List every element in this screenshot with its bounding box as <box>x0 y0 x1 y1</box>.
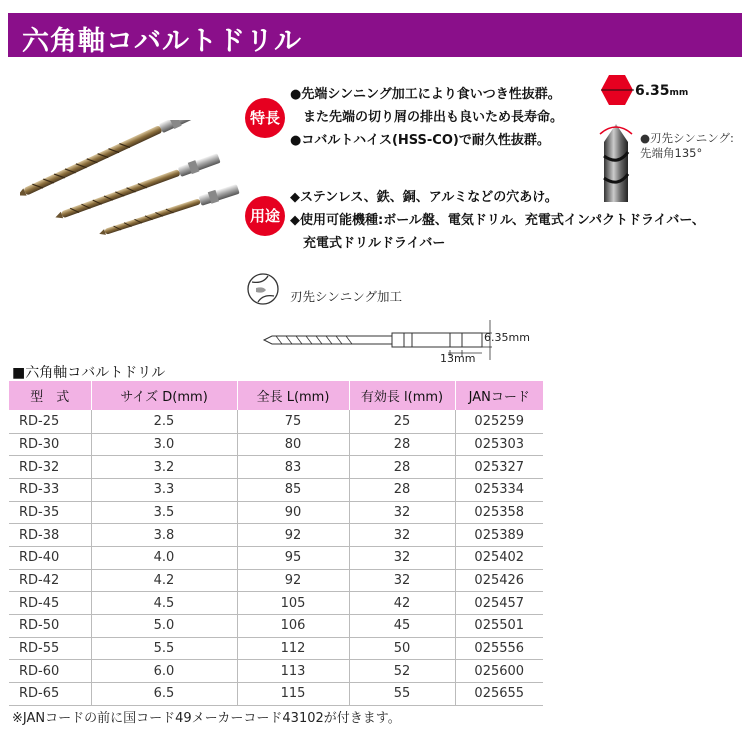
table-cell: 025556 <box>455 637 543 660</box>
table-cell: 4.5 <box>91 592 237 615</box>
table-cell: 95 <box>237 546 349 569</box>
use-line-3: 充電式ドリルドライバー <box>290 236 446 251</box>
table-cell: 32 <box>349 501 455 524</box>
table-cell: 025389 <box>455 524 543 547</box>
table-cell: 3.2 <box>91 456 237 479</box>
col-length: 全長 L(mm) <box>237 381 349 410</box>
table-cell: 025655 <box>455 683 543 706</box>
col-model: 型 式 <box>9 381 91 410</box>
table-cell: RD-55 <box>9 637 91 660</box>
table-cell: 112 <box>237 637 349 660</box>
table-row <box>9 660 543 683</box>
table-cell: 32 <box>349 569 455 592</box>
table-heading: ■六角軸コバルトドリル <box>12 365 166 381</box>
table-row <box>9 683 543 706</box>
table-cell: RD-45 <box>9 592 91 615</box>
jan-note: ※JANコードの前に国コード49メーカーコード43102が付きます。 <box>12 711 401 726</box>
table-cell: 85 <box>237 478 349 501</box>
table-cell: 50 <box>349 637 455 660</box>
table-cell: 25 <box>349 410 455 433</box>
drill-tip-icon <box>596 122 636 202</box>
table-cell: 45 <box>349 615 455 638</box>
table-cell: 025303 <box>455 433 543 456</box>
hex-unit: mm <box>669 88 689 98</box>
features-badge: 特長 <box>245 98 285 138</box>
table-cell: 55 <box>349 683 455 706</box>
table-cell: RD-60 <box>9 660 91 683</box>
hex-shank-indicator <box>600 70 690 110</box>
table-cell: 6.5 <box>91 683 237 706</box>
table-row <box>9 569 543 592</box>
table-cell: 80 <box>237 433 349 456</box>
table-cell: RD-30 <box>9 433 91 456</box>
table-cell: 106 <box>237 615 349 638</box>
table-row <box>9 501 543 524</box>
table-cell: 025426 <box>455 569 543 592</box>
table-row <box>9 592 543 615</box>
length-dimension-label: 13mm <box>440 352 476 365</box>
table-cell: 4.2 <box>91 569 237 592</box>
table-row <box>9 524 543 547</box>
spec-table <box>9 381 543 706</box>
table-cell: RD-32 <box>9 456 91 479</box>
use-line-1: ◆ステンレス、鉄、銅、アルミなどの穴あけ。 <box>290 190 558 205</box>
table-cell: 5.0 <box>91 615 237 638</box>
table-cell: 3.5 <box>91 501 237 524</box>
table-cell: 025327 <box>455 456 543 479</box>
table-cell: 025259 <box>455 410 543 433</box>
table-row <box>9 433 543 456</box>
table-cell: RD-38 <box>9 524 91 547</box>
feature-line-2: また先端の切り屑の排出も良いため長寿命。 <box>290 110 564 125</box>
tip-label-1: ●刃先シンニング: <box>640 131 734 145</box>
table-cell: 115 <box>237 683 349 706</box>
table-cell: RD-50 <box>9 615 91 638</box>
tip-thinning-illustration <box>596 122 746 212</box>
table-cell: 28 <box>349 478 455 501</box>
table-cell: 3.8 <box>91 524 237 547</box>
title-bar <box>8 13 742 57</box>
table-cell: 105 <box>237 592 349 615</box>
hexagon-icon <box>600 73 634 107</box>
table-header-row <box>9 381 543 410</box>
table-cell: 92 <box>237 524 349 547</box>
table-cell: 28 <box>349 433 455 456</box>
table-cell: 28 <box>349 456 455 479</box>
table-row <box>9 615 543 638</box>
tip-label-2: 先端角135° <box>640 146 703 160</box>
table-row <box>9 637 543 660</box>
table-cell: 3.0 <box>91 433 237 456</box>
table-cell: 025402 <box>455 546 543 569</box>
table-cell: 6.0 <box>91 660 237 683</box>
table-cell: 113 <box>237 660 349 683</box>
table-cell: 83 <box>237 456 349 479</box>
table-cell: RD-33 <box>9 478 91 501</box>
table-cell: 4.0 <box>91 546 237 569</box>
table-cell: 025501 <box>455 615 543 638</box>
uses-badge: 用途 <box>245 196 285 236</box>
table-cell: 5.5 <box>91 637 237 660</box>
table-cell: 025334 <box>455 478 543 501</box>
table-cell: 52 <box>349 660 455 683</box>
table-cell: RD-42 <box>9 569 91 592</box>
table-cell: 025600 <box>455 660 543 683</box>
table-cell: RD-40 <box>9 546 91 569</box>
table-cell: 2.5 <box>91 410 237 433</box>
thinning-symbol-icon <box>246 272 280 306</box>
table-cell: 75 <box>237 410 349 433</box>
use-line-2: ◆使用可能機種:ボール盤、電気ドリル、充電式インパクトドライバー、 <box>290 213 705 228</box>
drill-bits-image <box>20 120 250 250</box>
table-cell: 025457 <box>455 592 543 615</box>
hex-dimension-label: 6.35mm <box>484 331 530 344</box>
table-row <box>9 478 543 501</box>
col-size: サイズ D(mm) <box>91 381 237 410</box>
table-cell: 92 <box>237 569 349 592</box>
table-cell: 42 <box>349 592 455 615</box>
table-cell: RD-65 <box>9 683 91 706</box>
col-effective: 有効長 l(mm) <box>349 381 455 410</box>
table-row <box>9 456 543 479</box>
table-row <box>9 410 543 433</box>
table-cell: RD-25 <box>9 410 91 433</box>
table-cell: 32 <box>349 546 455 569</box>
table-cell: 32 <box>349 524 455 547</box>
table-cell: RD-35 <box>9 501 91 524</box>
thinning-label: 刃先シンニング加工 <box>290 289 402 304</box>
table-row <box>9 546 543 569</box>
feature-line-3: ●コバルトハイス(HSS-CO)で耐久性抜群。 <box>290 133 550 148</box>
table-body <box>9 410 543 705</box>
table-cell: 025358 <box>455 501 543 524</box>
table-cell: 90 <box>237 501 349 524</box>
table-cell: 3.3 <box>91 478 237 501</box>
page-title: 六角軸コバルトドリル <box>22 26 302 57</box>
col-jan: JANコード <box>455 381 543 410</box>
feature-line-1: ●先端シンニング加工により食いつき性抜群。 <box>290 87 561 102</box>
hex-value: 6.35 <box>635 83 670 99</box>
